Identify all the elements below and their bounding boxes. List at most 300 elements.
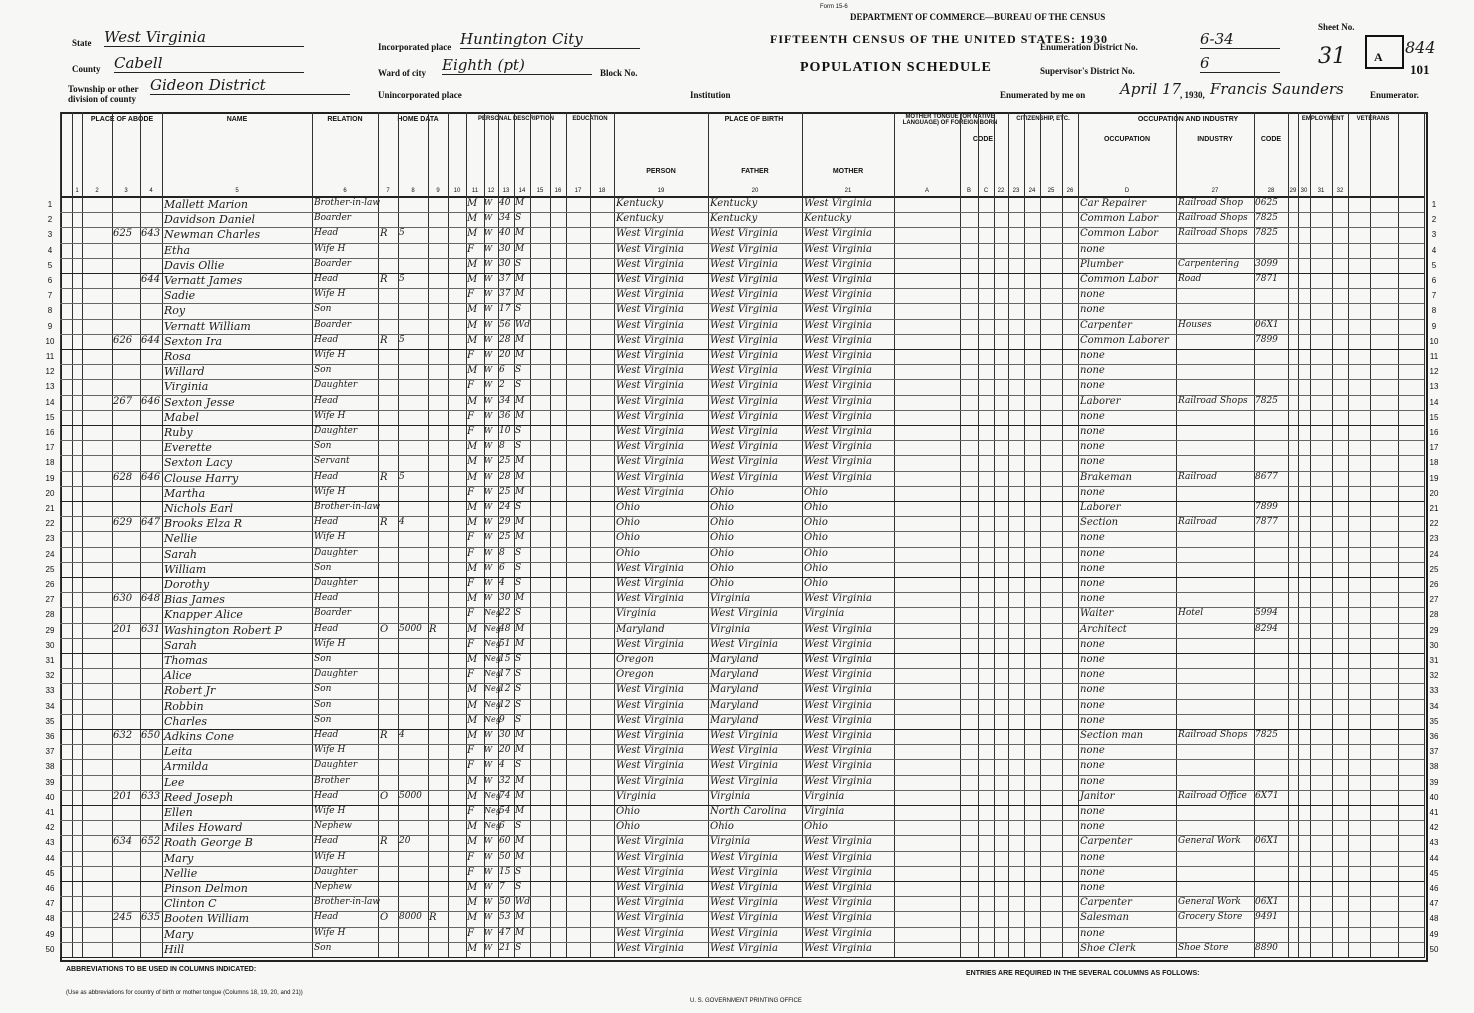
occupation: Car Repairer (1080, 198, 1147, 209)
person-name: Lee (164, 775, 185, 789)
home-tenure: R (380, 228, 388, 240)
occupation-code: 7825 (1255, 395, 1278, 406)
occupation-code: 8294 (1255, 623, 1278, 634)
race: W (484, 897, 493, 907)
person-name: Sexton Lacy (164, 456, 233, 470)
race: W (484, 593, 493, 603)
enum-district-label: Enumeration District No. (1040, 42, 1138, 52)
row-number: 37 (45, 747, 55, 757)
race: W (484, 395, 493, 405)
birthplace-father: West Virginia (710, 441, 778, 453)
occupation: none (1080, 882, 1105, 893)
occupation: Waiter (1080, 608, 1114, 620)
row-number: 44 (45, 853, 55, 863)
occupation: none (1080, 426, 1105, 437)
birthplace-person: West Virginia (616, 684, 684, 696)
race: W (484, 304, 493, 314)
marital-status: S (515, 547, 522, 558)
column-rule (378, 112, 379, 958)
sheet-letter: A (1374, 50, 1383, 64)
row-number-right: 48 (1429, 914, 1439, 924)
row-number: 9 (47, 321, 53, 331)
birthplace-mother: West Virginia (804, 684, 872, 696)
race: Neg (484, 669, 501, 679)
race: W (484, 350, 493, 359)
birthplace-person: West Virginia (616, 395, 684, 407)
birthplace-mother: West Virginia (804, 334, 872, 346)
relation: Son (314, 714, 332, 725)
relation: Daughter (314, 426, 358, 436)
race: W (484, 578, 493, 587)
sex: F (467, 745, 474, 757)
column-number: 14 (518, 188, 526, 194)
occupation: none (1080, 851, 1105, 863)
row-number-right: 31 (1429, 656, 1439, 665)
marital-status: M (515, 198, 525, 208)
birthplace-person: Ohio (616, 547, 640, 559)
relation: Brother (314, 775, 350, 786)
dwelling-number: 632 (113, 730, 133, 741)
unincorporated-label: Unincorporated place (378, 90, 462, 100)
birthplace-father: Maryland (710, 654, 759, 665)
marital-status: M (515, 745, 525, 756)
row-number-right: 5 (1431, 260, 1437, 270)
race: W (484, 334, 493, 344)
birthplace-mother: West Virginia (804, 669, 872, 681)
birthplace-mother: West Virginia (804, 623, 872, 635)
block-label: Block No. (600, 68, 638, 78)
person-name: Virginia (164, 380, 209, 394)
dwelling-number: 201 (113, 790, 133, 802)
birthplace-mother: West Virginia (804, 350, 872, 361)
sex: F (467, 851, 474, 863)
column-rule (1254, 112, 1255, 958)
birthplace-father: West Virginia (710, 882, 778, 893)
birthplace-mother: West Virginia (804, 699, 872, 711)
relation: Nephew (314, 821, 352, 832)
dwelling-number: 625 (113, 228, 133, 240)
race: W (484, 228, 493, 238)
marital-status: S (515, 441, 522, 452)
birthplace-father: West Virginia (710, 289, 778, 301)
relation: Son (314, 684, 332, 695)
sex: M (467, 441, 478, 453)
birthplace-person: Ohio (616, 502, 640, 513)
birthplace-person: Kentucky (616, 213, 664, 225)
occupation: none (1080, 593, 1105, 605)
marital-status: M (515, 532, 525, 543)
marital-status: M (515, 471, 525, 482)
birthplace-mother: West Virginia (804, 882, 872, 893)
person-name: Sexton Ira (164, 334, 223, 348)
relation: Daughter (314, 866, 358, 877)
relation: Daughter (314, 760, 358, 771)
family-number: 646 (141, 471, 161, 483)
birthplace-father: West Virginia (710, 745, 778, 757)
occupation: none (1080, 380, 1105, 392)
age: 28 (499, 471, 511, 482)
home-value: 8000 (399, 912, 422, 923)
birthplace-mother: West Virginia (804, 380, 872, 392)
person-name: Knapper Alice (164, 608, 243, 622)
age: 50 (499, 851, 511, 862)
person-name: Sadie (164, 289, 196, 303)
row-number-right: 1 (1431, 200, 1437, 209)
occupation-code: 7825 (1255, 730, 1278, 740)
occupation-code: 3099 (1255, 258, 1278, 269)
birthplace-mother: West Virginia (804, 228, 872, 240)
age: 7 (499, 882, 505, 892)
age: 32 (499, 775, 511, 786)
occupation: none (1080, 806, 1105, 817)
person-name: Mabel (164, 410, 199, 424)
row-number: 33 (45, 686, 55, 696)
birthplace-father: West Virginia (710, 851, 778, 863)
birthplace-mother: West Virginia (804, 836, 872, 848)
industry: General Work (1178, 836, 1241, 847)
sex: M (467, 942, 478, 954)
column-rule (1370, 112, 1371, 958)
person-name: Washington Robert P (164, 623, 282, 637)
race: W (484, 532, 493, 542)
birthplace-person: West Virginia (616, 927, 684, 939)
relation: Brother-in-law (314, 897, 381, 908)
row-number-right: 49 (1429, 929, 1439, 939)
person-name: Reed Joseph (164, 790, 234, 804)
column-number: 32 (1336, 188, 1344, 194)
birthplace-mother: West Virginia (804, 258, 872, 270)
occupation-code: 7871 (1255, 274, 1278, 284)
occupation-code: 0625 (1255, 198, 1278, 208)
column-number: 21 (844, 188, 852, 194)
home-tenure: O (380, 790, 389, 802)
sex: M (467, 365, 478, 377)
marital-status: M (515, 289, 525, 300)
birthplace-mother: West Virginia (804, 760, 872, 772)
row-number-right: 41 (1429, 808, 1439, 817)
relation: Boarder (314, 258, 352, 269)
birth-person: PERSON (646, 168, 676, 175)
column-number: 3 (124, 188, 128, 194)
age: 53 (499, 912, 511, 923)
birthplace-person: West Virginia (616, 882, 684, 893)
birthplace-person: West Virginia (616, 866, 684, 878)
home-tenure: O (380, 623, 389, 635)
race: W (484, 745, 493, 755)
birthplace-father: Kentucky (710, 213, 758, 225)
occupation: none (1080, 304, 1105, 316)
sex: M (467, 836, 478, 848)
race: Neg (484, 806, 501, 815)
marital-status: M (515, 456, 525, 467)
person-name: Adkins Cone (164, 730, 235, 743)
age: 40 (499, 228, 511, 239)
race: W (484, 426, 493, 435)
age: 30 (499, 243, 511, 254)
column-number: 25 (1047, 188, 1055, 194)
age: 6 (499, 365, 505, 376)
birthplace-father: West Virginia (710, 319, 778, 331)
age: 30 (499, 730, 511, 740)
sex: M (467, 623, 478, 635)
birthplace-person: West Virginia (616, 912, 684, 924)
person-name: Ruby (164, 426, 193, 439)
column-rule (162, 112, 163, 958)
person-name: Davis Ollie (164, 258, 225, 272)
person-name: Sarah (164, 547, 197, 561)
race: W (484, 410, 493, 420)
industry: Grocery Store (1178, 912, 1243, 923)
age: 47 (499, 927, 511, 938)
birthplace-father: West Virginia (710, 866, 778, 878)
row-number: 49 (45, 929, 55, 939)
state-label: State (72, 38, 92, 48)
person-name: William (164, 562, 207, 576)
birthplace-father: Virginia (710, 593, 751, 605)
column-number: 5 (235, 188, 239, 194)
row-number-right: 44 (1429, 853, 1439, 863)
marital-status: Wd (515, 897, 531, 908)
home-value: 5 (399, 274, 405, 284)
column-rule (994, 112, 995, 958)
column-number: 12 (487, 188, 495, 194)
column-rule (72, 112, 73, 958)
occupation-code: 06X1 (1255, 897, 1279, 908)
marital-status: M (515, 912, 525, 923)
occupation-code: 8890 (1255, 942, 1278, 953)
race: W (484, 775, 493, 785)
birthplace-father: Ohio (710, 532, 734, 544)
home-value: 4 (399, 730, 405, 740)
occupation-code: 6X71 (1255, 790, 1279, 801)
relation: Daughter (314, 380, 358, 391)
incorporated-label: Incorporated place (378, 42, 452, 52)
marital-status: S (515, 562, 522, 573)
relation: Wife H (314, 486, 346, 497)
row-number: 45 (45, 868, 55, 878)
column-rule (1288, 112, 1289, 958)
relation: Daughter (314, 547, 358, 558)
occupation: Carpenter (1080, 897, 1132, 909)
age: 28 (499, 334, 511, 345)
relation: Boarder (314, 319, 352, 330)
column-number: 17 (574, 188, 582, 194)
age: 22 (499, 608, 511, 619)
sex: M (467, 258, 478, 270)
occupation: none (1080, 365, 1105, 377)
birthplace-person: Maryland (616, 623, 665, 635)
column-rule (566, 112, 567, 958)
relation: Boarder (314, 608, 352, 619)
birthplace-person: West Virginia (616, 289, 684, 301)
age: 30 (499, 258, 511, 269)
marital-status: S (515, 502, 522, 512)
home-tenure: R (380, 471, 388, 483)
column-number: 23 (1012, 188, 1020, 194)
sex: F (467, 608, 474, 620)
marital-status: S (515, 304, 522, 315)
occupation: none (1080, 821, 1105, 833)
marital-status: S (515, 866, 522, 877)
column-number: 8 (411, 188, 415, 194)
row-number: 24 (45, 549, 55, 559)
birthplace-father: Maryland (710, 714, 759, 726)
age: 4 (499, 578, 505, 588)
person-name: Nichols Earl (164, 502, 234, 515)
radio-set: R (429, 623, 437, 635)
person-name: Bias James (164, 593, 225, 607)
birthplace-father: Kentucky (710, 198, 758, 209)
birthplace-person: West Virginia (616, 334, 684, 346)
race: W (484, 730, 493, 739)
occupation: none (1080, 547, 1105, 559)
industry: Railroad Shop (1178, 198, 1243, 208)
race: W (484, 836, 493, 846)
race: W (484, 319, 493, 329)
sex: M (467, 897, 478, 909)
person-name: Nellie (164, 866, 198, 880)
race: Neg (484, 821, 501, 831)
birthplace-father: Ohio (710, 517, 734, 529)
age: 29 (499, 517, 511, 528)
relation: Head (314, 836, 339, 847)
marital-status: M (515, 274, 525, 284)
family-number: 646 (141, 395, 161, 407)
page-stamp: 101 (1410, 62, 1430, 77)
row-number: 2 (47, 215, 53, 225)
row-number-right: 27 (1429, 595, 1439, 605)
marital-status: M (515, 775, 525, 786)
birthplace-father: Virginia (710, 836, 751, 848)
column-rule (1078, 112, 1079, 958)
birthplace-father: West Virginia (710, 365, 778, 377)
person-name: Roy (164, 304, 186, 318)
birthplace-mother: West Virginia (804, 897, 872, 909)
row-number-right: 34 (1429, 701, 1439, 711)
sex: F (467, 532, 474, 544)
person-name: Vernatt James (164, 274, 243, 287)
age: 54 (499, 806, 511, 816)
industry: Shoe Store (1178, 942, 1229, 953)
relation: Head (314, 471, 339, 482)
birthplace-father: Maryland (710, 684, 759, 696)
row-number-right: 9 (1431, 321, 1437, 331)
birthplace-father: West Virginia (710, 380, 778, 392)
family-number: 635 (141, 912, 161, 924)
sex: M (467, 319, 478, 331)
column-number: 31 (1317, 188, 1325, 194)
occupation-code: 5994 (1255, 608, 1278, 619)
row-number-right: 11 (1429, 352, 1439, 361)
birthplace-person: West Virginia (616, 593, 684, 605)
supervisor-label: Supervisor's District No. (1040, 66, 1135, 76)
person-name: Charles (164, 714, 207, 728)
row-number-right: 39 (1429, 777, 1439, 787)
family-number: 647 (141, 517, 161, 529)
birthplace-father: West Virginia (710, 760, 778, 772)
row-number: 31 (45, 656, 55, 665)
column-rule (60, 112, 61, 958)
age: 8 (499, 547, 505, 558)
row-number-right: 18 (1429, 458, 1439, 468)
age: 12 (499, 699, 511, 710)
birthplace-mother: West Virginia (804, 365, 872, 377)
relation: Brother-in-law (314, 502, 381, 512)
row-number-right: 6 (1431, 276, 1437, 285)
department-title: DEPARTMENT OF COMMERCE—BUREAU OF THE CENSUS (850, 12, 1106, 22)
person-name: Alice (164, 669, 192, 683)
birth-father: FATHER (741, 168, 769, 175)
marital-status: S (515, 258, 522, 269)
birthplace-person: West Virginia (616, 471, 684, 483)
birthplace-mother: West Virginia (804, 654, 872, 665)
marital-status: S (515, 760, 522, 771)
row-number: 30 (45, 640, 55, 650)
row-number-right: 42 (1429, 823, 1439, 833)
row-number-right: 38 (1429, 762, 1439, 772)
occupation: none (1080, 562, 1105, 574)
occupation: none (1080, 289, 1105, 301)
row-number-right: 22 (1429, 519, 1439, 529)
enumerator-label: Enumerator. (1370, 90, 1419, 100)
age: 12 (499, 684, 511, 695)
occupation: none (1080, 532, 1105, 544)
birthplace-mother: Ohio (804, 532, 828, 544)
relation: Head (314, 623, 339, 634)
row-number: 35 (45, 716, 55, 726)
birthplace-father: Ohio (710, 562, 734, 574)
home-tenure: R (380, 517, 388, 529)
home-value: 5 (399, 228, 405, 239)
marital-status: M (515, 790, 525, 801)
row-number-right: 13 (1429, 382, 1439, 392)
person-name: Ellen (164, 806, 193, 819)
birthplace-father: North Carolina (710, 806, 787, 817)
occupation: Section man (1080, 730, 1144, 741)
family-number: 631 (141, 623, 161, 635)
sex: M (467, 517, 478, 529)
age: 25 (499, 456, 511, 467)
sex: M (467, 502, 478, 513)
sex: M (467, 654, 478, 665)
birthplace-person: West Virginia (616, 380, 684, 392)
dwelling-number: 626 (113, 334, 133, 346)
home-tenure: R (380, 334, 388, 346)
row-number-right: 50 (1429, 944, 1439, 954)
person-name: Booten William (164, 912, 250, 926)
marital-status: M (515, 410, 525, 421)
race: W (484, 471, 493, 481)
row-number-right: 47 (1429, 899, 1439, 909)
relation: Son (314, 441, 332, 452)
birthplace-person: Virginia (616, 790, 657, 802)
marital-status: Wd (515, 319, 531, 330)
birthplace-father: West Virginia (710, 456, 778, 468)
person-name: Willard (164, 365, 205, 379)
birthplace-mother: West Virginia (804, 410, 872, 422)
institution-label: Institution (690, 90, 731, 100)
home-tenure: R (380, 274, 388, 285)
age: 34 (499, 395, 511, 406)
industry: Railroad Shops (1178, 395, 1248, 406)
age: 74 (499, 790, 511, 801)
occupation-code: 06X1 (1255, 836, 1279, 847)
relation: Son (314, 562, 332, 573)
row-number: 39 (45, 777, 55, 787)
home-tenure: R (380, 730, 388, 741)
birthplace-mother: West Virginia (804, 775, 872, 787)
column-number: 13 (502, 188, 510, 194)
